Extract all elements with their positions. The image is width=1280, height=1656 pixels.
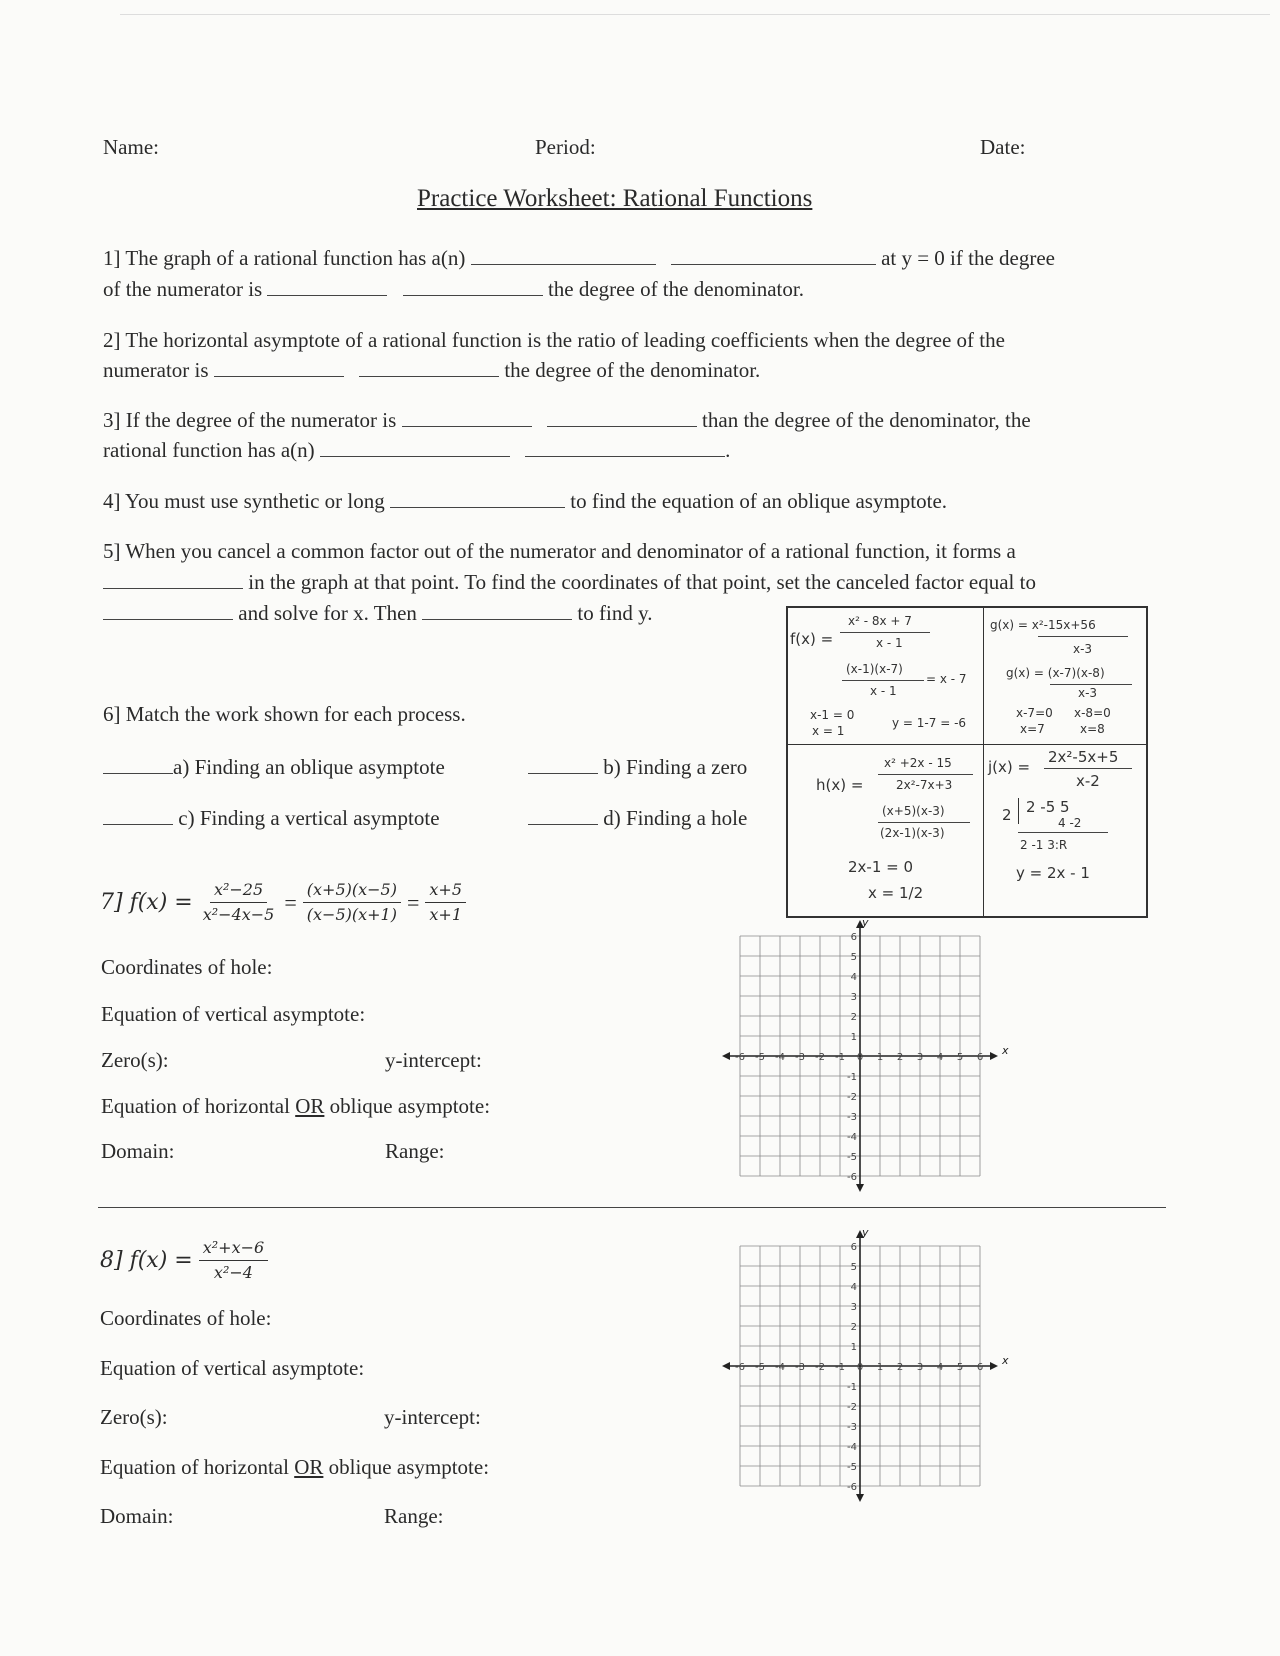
work-h-step1: 2x-1 = 0	[848, 858, 914, 876]
x-tick-label: -4	[775, 1362, 785, 1373]
date-label: Date:	[980, 135, 1026, 159]
q6-blank-b[interactable]	[528, 755, 598, 774]
q7-ha-label	[101, 1094, 490, 1119]
q3-text-a: 3] If the degree of the numerator is	[103, 408, 397, 432]
work-h-num2: (x+5)(x-3)	[882, 804, 945, 818]
q7-ha-or: OR	[295, 1094, 325, 1118]
work-h-den2: (2x-1)(x-3)	[880, 826, 945, 840]
graph-grid-q7[interactable]	[720, 916, 1020, 1206]
y-tick-label: 1	[850, 1342, 857, 1353]
y-tick-label: -3	[847, 1422, 857, 1433]
q3-blank-1[interactable]	[402, 408, 532, 427]
q1-text-c: of the numerator is	[103, 277, 263, 301]
work-g-step4: x=8	[1080, 722, 1105, 736]
q5-line3	[103, 601, 652, 626]
x-tick-label: -2	[815, 1052, 825, 1063]
q8-equation	[100, 1238, 268, 1283]
work-f-result: = x - 7	[926, 672, 967, 686]
q6-text-b: b) Finding a zero	[603, 755, 748, 779]
section-divider	[98, 1207, 1166, 1208]
work-g-den2: x-3	[1078, 686, 1098, 700]
q5-line1: 5] When you cancel a common factor out of the numerator and denominator of a rational function, it forms a	[103, 539, 1016, 563]
q8-yint-label: y-intercept:	[384, 1405, 481, 1429]
q5-text-b: in the graph at that point. To find the coordinates of that point, set the canceled factor equal to	[248, 570, 1036, 594]
y-tick-label: -6	[847, 1482, 857, 1493]
q4-text-b: to find the equation of an oblique asymptote.	[570, 489, 948, 513]
q3-blank-3[interactable]	[320, 438, 510, 457]
q7-frac-3-num: x+5	[425, 880, 466, 903]
work-g-num2: (x-7)(x-8)	[1047, 666, 1105, 680]
x-axis-label: x	[1002, 1354, 1009, 1367]
x-tick-label: 4	[936, 1052, 944, 1063]
work-g-step1: x-7=0	[1016, 706, 1053, 720]
q3-text-b: than the degree of the denominator, the	[702, 408, 1031, 432]
y-tick-label: -5	[847, 1152, 857, 1163]
q7-frac-1-den: x²−4x−5	[202, 905, 275, 924]
y-tick-label: -3	[847, 1112, 857, 1123]
work-f-bar2	[842, 680, 924, 681]
q8-frac-1-num: x²+x−6	[199, 1238, 268, 1261]
y-tick-label: 4	[850, 972, 857, 983]
q1-blank-1[interactable]	[471, 246, 656, 265]
q2-text-c: the degree of the denominator.	[504, 358, 761, 382]
period-label: Period:	[535, 135, 596, 159]
work-j-num: 2x²-5x+5	[1048, 748, 1119, 766]
work-h-bar2	[878, 822, 970, 823]
work-f-bar1	[840, 632, 930, 633]
x-axis-arrow-right	[990, 1052, 998, 1060]
work-g-bar2	[1050, 684, 1132, 685]
q1-line1	[103, 246, 1055, 271]
q8-ha-pre: Equation of horizontal	[100, 1455, 295, 1479]
q5-blank-3[interactable]	[422, 601, 572, 620]
y-tick-label: 3	[850, 1302, 857, 1313]
y-tick-label: 3	[850, 992, 857, 1003]
x-tick-label: 5	[956, 1362, 964, 1373]
x-tick-label: 2	[896, 1052, 904, 1063]
y-tick-label: -2	[847, 1092, 857, 1103]
y-axis-arrow-down	[856, 1184, 864, 1192]
y-tick-label: -4	[847, 1132, 857, 1143]
q1-line2	[103, 277, 804, 302]
q1-text-a: 1] The graph of a rational function has a(n)	[103, 246, 466, 270]
x-tick-label: -5	[755, 1362, 765, 1373]
x-tick-label: -2	[815, 1362, 825, 1373]
q5-blank-1[interactable]	[103, 570, 243, 589]
q2-line1: 2] The horizontal asymptote of a rational function is the ratio of leading coefficients when the degree of the	[103, 328, 1005, 352]
q6-intro: 6] Match the work shown for each process.	[103, 702, 466, 726]
x-axis-arrow-right	[990, 1362, 998, 1370]
graph-grid-q8[interactable]	[720, 1226, 1020, 1516]
q1-text-d: the degree of the denominator.	[547, 277, 804, 301]
q7-frac-2	[303, 880, 401, 925]
x-tick-label: -1	[835, 1362, 845, 1373]
work-g-bar1	[1038, 636, 1128, 637]
work-f-den2: x - 1	[870, 684, 897, 698]
q7-yint-label: y-intercept:	[385, 1048, 482, 1072]
q4-blank-1[interactable]	[390, 489, 565, 508]
q1-blank-3[interactable]	[267, 277, 387, 296]
work-g-line2	[1006, 666, 1105, 680]
y-tick-label: -6	[847, 1172, 857, 1183]
x-axis-arrow-left	[722, 1052, 730, 1060]
x-tick-label: 4	[936, 1362, 944, 1373]
work-h-step2: x = 1/2	[868, 884, 924, 902]
work-g-step3: x=7	[1020, 722, 1045, 736]
q7-frac-1-num: x²−25	[210, 880, 267, 903]
x-tick-label: -3	[795, 1052, 805, 1063]
q8-zero-label: Zero(s):	[100, 1405, 168, 1429]
q7-ha-post: oblique asymptote:	[324, 1094, 491, 1118]
q8-domain-label: Domain:	[100, 1504, 174, 1528]
q7-range-label: Range:	[385, 1139, 445, 1163]
q6-blank-c[interactable]	[103, 806, 173, 825]
x-tick-label: -5	[755, 1052, 765, 1063]
q8-frac-1-den: x²−4	[213, 1263, 253, 1282]
q7-equals-2: =	[406, 889, 420, 915]
work-g-label: g(x) =	[990, 618, 1032, 632]
q6-blank-d[interactable]	[528, 806, 598, 825]
q4-text-a: 4] You must use synthetic or long	[103, 489, 385, 513]
q2-blank-2[interactable]	[359, 358, 499, 377]
q5-text-d: to find y.	[577, 601, 653, 625]
x-tick-label: 6	[976, 1052, 984, 1063]
work-f-step1: x-1 = 0	[810, 708, 855, 722]
y-tick-label: 5	[850, 952, 857, 963]
x-tick-label: 3	[916, 1052, 924, 1063]
x-tick-label: 5	[956, 1052, 964, 1063]
work-table-vline	[983, 608, 984, 916]
x-tick-label: 0	[856, 1052, 864, 1063]
q7-domain-label: Domain:	[101, 1139, 175, 1163]
q1-blank-4[interactable]	[403, 277, 543, 296]
x-tick-label: -6	[735, 1362, 745, 1373]
q8-label: 8] f(x) =	[100, 1248, 193, 1273]
work-j-label: j(x) =	[988, 758, 1031, 776]
q7-frac-3	[425, 880, 466, 925]
y-tick-label: 2	[850, 1322, 857, 1333]
y-tick-label: 6	[850, 932, 857, 943]
y-tick-label: 6	[850, 1242, 857, 1253]
q6-item-d	[528, 806, 747, 831]
x-tick-label: -4	[775, 1052, 785, 1063]
x-tick-label: 6	[976, 1362, 984, 1373]
q7-zero-label: Zero(s):	[101, 1048, 169, 1072]
y-tick-label: -5	[847, 1462, 857, 1473]
work-table	[786, 606, 1148, 918]
q8-range-label: Range:	[384, 1504, 444, 1528]
q3-text-d: .	[725, 438, 731, 462]
y-axis-label: y	[862, 1226, 869, 1239]
q6-item-c	[103, 806, 440, 831]
y-tick-label: 1	[850, 1032, 857, 1043]
y-tick-label: 5	[850, 1262, 857, 1273]
q2-blank-1[interactable]	[214, 358, 344, 377]
work-f-num: x² - 8x + 7	[848, 614, 912, 628]
q2-text-b: numerator is	[103, 358, 209, 382]
y-axis-arrow-down	[856, 1494, 864, 1502]
work-h-bar1	[878, 774, 973, 775]
work-g-den: x-3	[1073, 642, 1093, 656]
q3-line2	[103, 438, 730, 463]
q6-blank-a[interactable]	[103, 755, 173, 774]
q7-label: 7] f(x) =	[100, 890, 193, 915]
work-g-line1	[990, 618, 1096, 632]
x-axis-arrow-left	[722, 1362, 730, 1370]
name-label: Name:	[103, 135, 159, 159]
work-j-row1: 2 -5 5	[1026, 798, 1070, 816]
q7-va-label: Equation of vertical asymptote:	[101, 1002, 366, 1026]
x-tick-label: 3	[916, 1362, 924, 1373]
work-j-result: y = 2x - 1	[1016, 864, 1090, 882]
q6-text-a: a) Finding an oblique asymptote	[173, 755, 445, 779]
y-tick-label: 2	[850, 1012, 857, 1023]
y-tick-label: 4	[850, 1282, 857, 1293]
q8-ha-post: oblique asymptote:	[323, 1455, 490, 1479]
work-g-label2: g(x) =	[1006, 666, 1048, 680]
q8-va-label: Equation of vertical asymptote:	[100, 1356, 365, 1380]
worksheet-title: Practice Worksheet: Rational Functions	[417, 185, 813, 212]
work-table-hline	[788, 744, 1146, 745]
work-j-bar1	[1044, 768, 1132, 769]
work-g-num: x²-15x+56	[1031, 618, 1096, 632]
work-j-divisor: 2	[1002, 806, 1012, 824]
q8-hole-label: Coordinates of hole:	[100, 1306, 272, 1330]
y-axis-label: y	[862, 916, 869, 929]
q6-item-b	[528, 755, 747, 780]
q7-frac-3-den: x+1	[429, 905, 462, 924]
page-top-edge	[120, 14, 1270, 15]
q1-blank-2[interactable]	[671, 246, 876, 265]
q3-line1	[103, 408, 1031, 433]
y-tick-label: -2	[847, 1402, 857, 1413]
q6-text-d: d) Finding a hole	[603, 806, 748, 830]
q3-blank-4[interactable]	[525, 438, 725, 457]
x-tick-label: -6	[735, 1052, 745, 1063]
q7-equation	[100, 880, 466, 925]
work-j-divline	[1018, 798, 1019, 824]
work-j-den: x-2	[1076, 772, 1100, 790]
x-axis-label: x	[1002, 1044, 1009, 1057]
work-h-label: h(x) =	[816, 776, 864, 794]
q8-ha-or: OR	[294, 1455, 324, 1479]
work-f-label: f(x) =	[790, 630, 834, 648]
q8-ha-label	[100, 1455, 489, 1480]
q7-frac-2-num: (x+5)(x−5)	[303, 880, 401, 903]
q7-equals-1: =	[284, 889, 297, 915]
work-h-den: 2x²-7x+3	[896, 778, 953, 792]
q1-text-b: at y = 0 if the degree	[881, 246, 1055, 270]
x-tick-label: 1	[876, 1052, 884, 1063]
work-h-num: x² +2x - 15	[884, 756, 952, 770]
q8-frac-1	[199, 1238, 268, 1283]
work-f-step2: x = 1	[812, 724, 845, 738]
work-j-bar2	[1018, 832, 1108, 833]
q3-text-c: rational function has a(n)	[103, 438, 315, 462]
work-j-row2: 4 -2	[1058, 816, 1082, 830]
work-g-step2: x-8=0	[1074, 706, 1111, 720]
q5-text-c: and solve for x. Then	[238, 601, 417, 625]
q6-item-a	[103, 755, 445, 780]
x-tick-label: -3	[795, 1362, 805, 1373]
x-tick-label: 0	[856, 1362, 864, 1373]
y-tick-label: -1	[847, 1072, 857, 1083]
q3-blank-2[interactable]	[547, 408, 697, 427]
q6-text-c: c) Finding a vertical asymptote	[178, 806, 440, 830]
work-f-step3: y = 1-7 = -6	[892, 716, 967, 730]
x-tick-label: 2	[896, 1362, 904, 1373]
q5-blank-2[interactable]	[103, 601, 233, 620]
y-tick-label: -1	[847, 1382, 857, 1393]
q7-frac-1	[199, 880, 279, 925]
q4-line	[103, 489, 947, 514]
q5-line2	[103, 570, 1036, 595]
work-f-den: x - 1	[876, 636, 903, 650]
q2-line2	[103, 358, 760, 383]
q7-ha-pre: Equation of horizontal	[101, 1094, 296, 1118]
q7-frac-2-den: (x−5)(x+1)	[306, 905, 397, 924]
x-tick-label: -1	[835, 1052, 845, 1063]
work-f-num2: (x-1)(x-7)	[846, 662, 903, 676]
y-tick-label: -4	[847, 1442, 857, 1453]
x-tick-label: 1	[876, 1362, 884, 1373]
work-j-row3: 2 -1 3:R	[1020, 838, 1068, 852]
q7-hole-label: Coordinates of hole:	[101, 955, 273, 979]
